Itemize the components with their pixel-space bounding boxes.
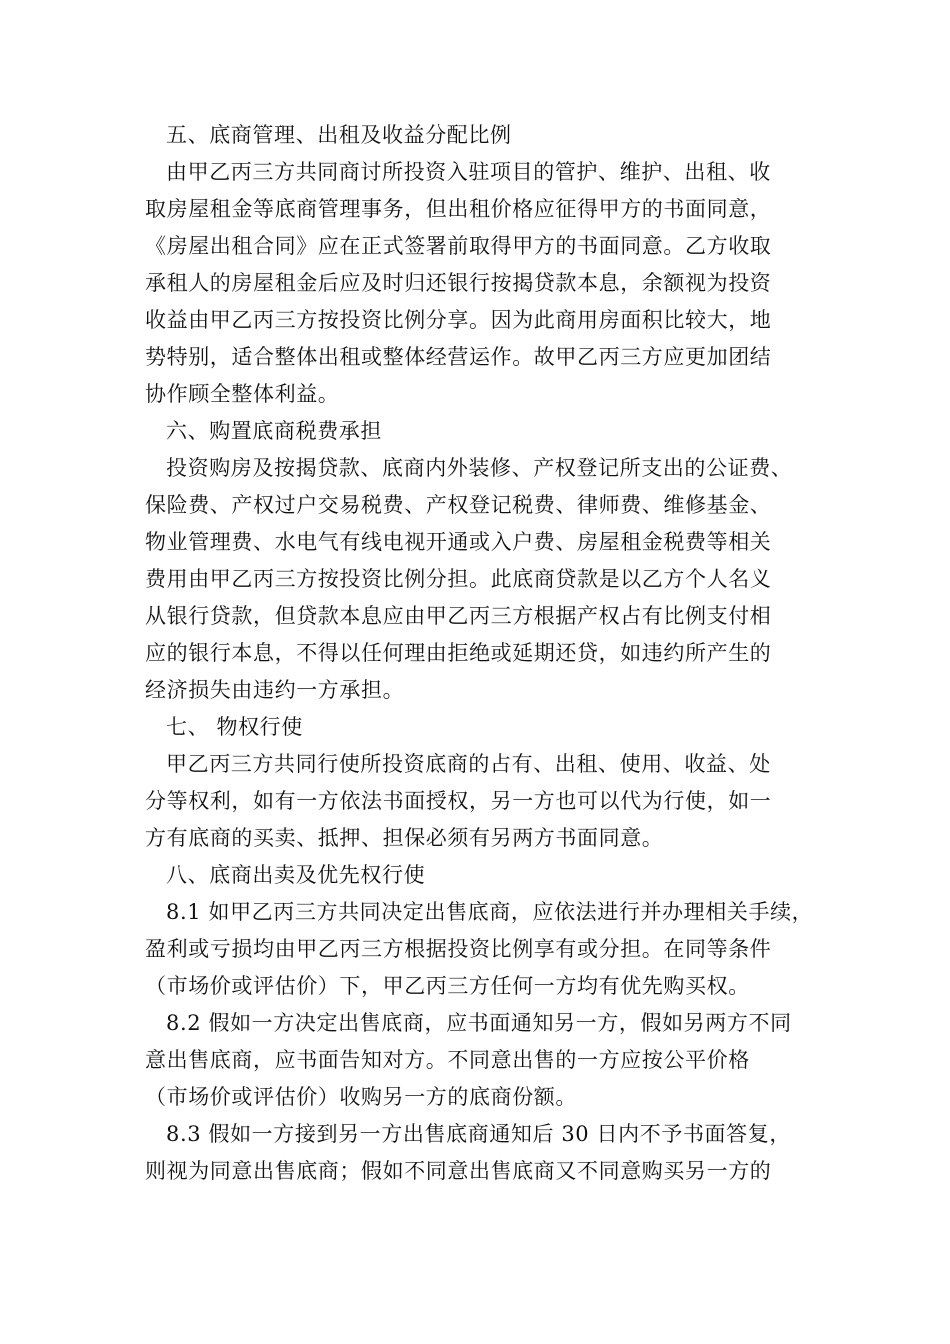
paragraph-line: 保险费、产权过户交易税费、产权登记税费、律师费、维修基金、 bbox=[145, 493, 772, 517]
paragraph-line: 从银行贷款，但贷款本息应由甲乙丙三方根据产权占有比例支付相 bbox=[145, 604, 772, 628]
paragraph-line: 则视为同意出售底商；假如不同意出售底商又不同意购买另一方的 bbox=[145, 1159, 772, 1183]
paragraph-line: （市场价或评估价）收购另一方的底商份额。 bbox=[145, 1085, 577, 1109]
paragraph-line: 由甲乙丙三方共同商讨所投资入驻项目的管护、维护、出租、收 bbox=[166, 160, 771, 184]
paragraph-line: 物业管理费、水电气有线电视开通或入户费、房屋租金税费等相关 bbox=[145, 530, 772, 554]
document-body bbox=[145, 117, 814, 1190]
paragraph-line: 协作顾全整体利益。 bbox=[145, 382, 340, 406]
section-heading-5: 五、底商管理、出租及收益分配比例 bbox=[166, 123, 512, 147]
clause-8-3-line: 8.3 假如一方接到另一方出售底商通知后 30 日内不予书面答复， bbox=[166, 1122, 791, 1146]
clause-8-1-line: 8.1 如甲乙丙三方共同决定出售底商，应依法进行并办理相关手续， bbox=[166, 900, 814, 924]
clause-8-2-line: 8.2 假如一方决定出售底商，应书面通知另一方，假如另两方不同 bbox=[166, 1011, 792, 1035]
paragraph-line: 承租人的房屋租金后应及时归还银行按揭贷款本息，余额视为投资 bbox=[145, 271, 772, 295]
paragraph-line: 甲乙丙三方共同行使所投资底商的占有、出租、使用、收益、处 bbox=[166, 752, 771, 776]
section-heading-6: 六、购置底商税费承担 bbox=[166, 419, 382, 443]
section-heading-7: 七、 物权行使 bbox=[166, 715, 303, 739]
paragraph-line: 应的银行本息，不得以任何理由拒绝或延期还贷，如违约所产生的 bbox=[145, 641, 772, 665]
paragraph-line: 《房屋出租合同》应在正式签署前取得甲方的书面同意。乙方收取 bbox=[145, 234, 772, 258]
paragraph-line: （市场价或评估价）下，甲乙丙三方任何一方均有优先购买权。 bbox=[145, 974, 750, 998]
paragraph-line: 方有底商的买卖、抵押、担保必须有另两方书面同意。 bbox=[145, 826, 664, 850]
paragraph-line: 盈利或亏损均由甲乙丙三方根据投资比例享有或分担。在同等条件 bbox=[145, 937, 772, 961]
paragraph-line: 意出售底商，应书面告知对方。不同意出售的一方应按公平价格 bbox=[145, 1048, 750, 1072]
paragraph-line: 经济损失由违约一方承担。 bbox=[145, 678, 405, 702]
paragraph-line: 势特别，适合整体出租或整体经营运作。故甲乙丙三方应更加团结 bbox=[145, 345, 772, 369]
paragraph-line: 收益由甲乙丙三方按投资比例分享。因为此商用房面积比较大，地 bbox=[145, 308, 772, 332]
paragraph-line: 取房屋租金等底商管理事务，但出租价格应征得甲方的书面同意， bbox=[145, 197, 772, 221]
paragraph-line: 分等权利，如有一方依法书面授权，另一方也可以代为行使，如一 bbox=[145, 789, 772, 813]
paragraph-line: 费用由甲乙丙三方按投资比例分担。此底商贷款是以乙方个人名义 bbox=[145, 567, 772, 591]
paragraph-line: 投资购房及按揭贷款、底商内外装修、产权登记所支出的公证费、 bbox=[166, 456, 793, 480]
section-heading-8: 八、底商出卖及优先权行使 bbox=[166, 863, 426, 887]
